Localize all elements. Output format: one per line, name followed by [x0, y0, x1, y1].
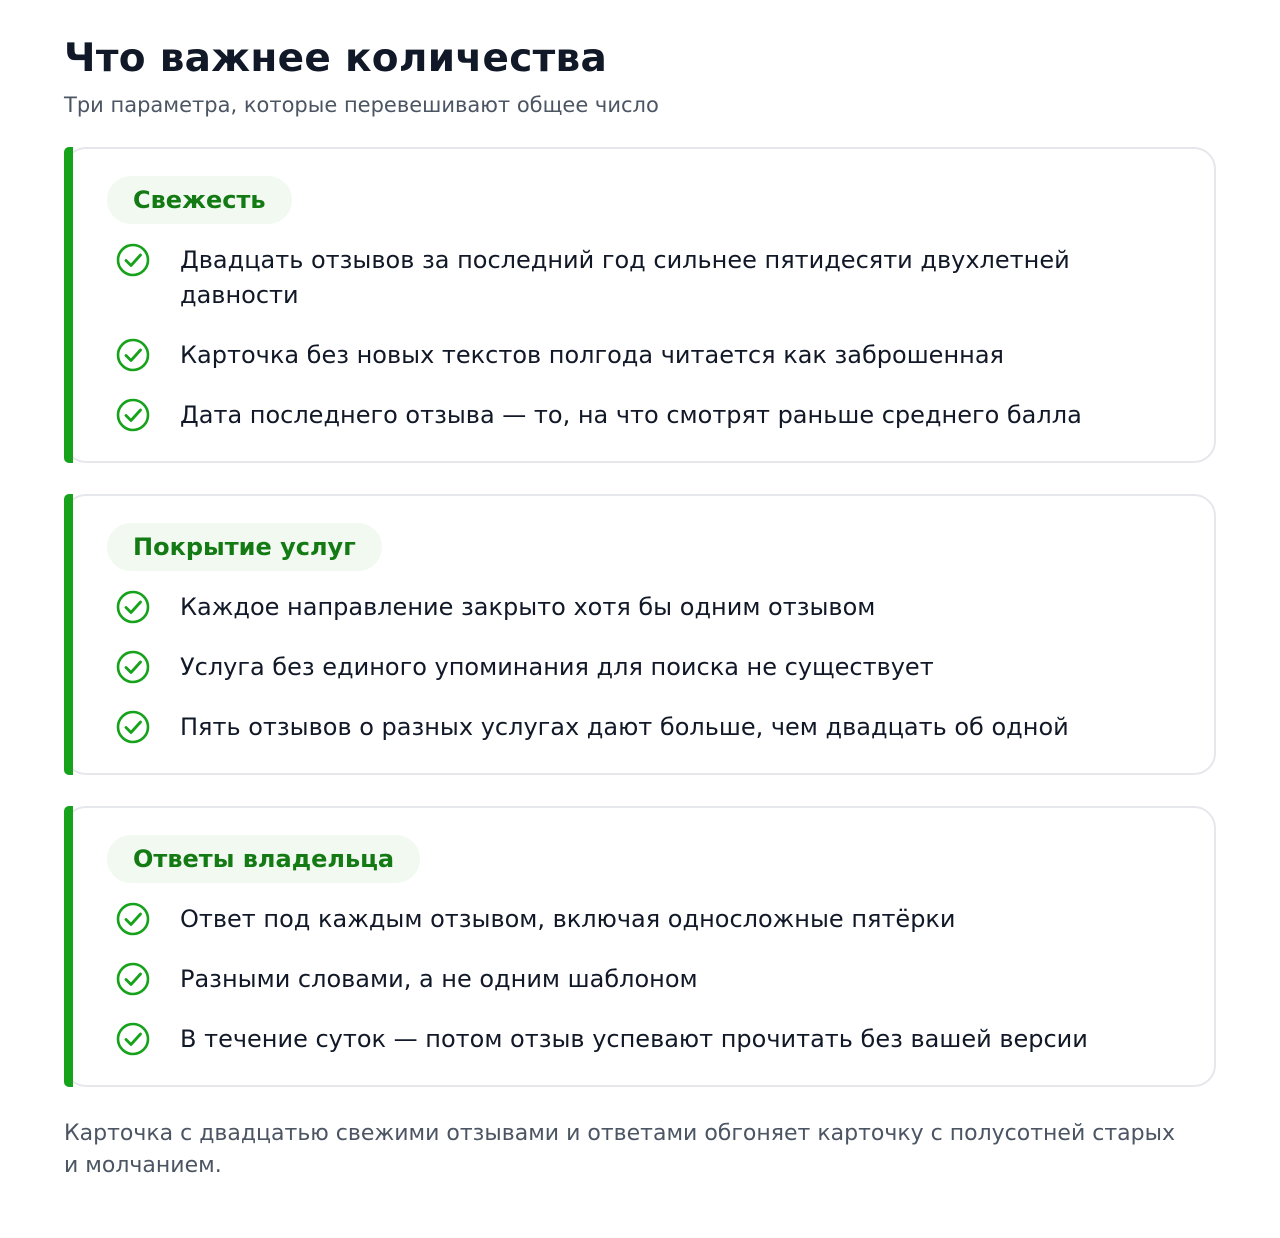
list-item-text: Разными словами, а не одним шаблоном: [180, 965, 698, 993]
list-item-text: В течение суток — потом отзыв успевают прочитать без вашей версии: [180, 1025, 1088, 1053]
list-item-text: Дата последнего отзыва — то, на что смотрят раньше среднего балла: [180, 401, 1082, 429]
list-item-text: Двадцать отзывов за последний год сильнее пятидесяти двухлетней давности: [180, 246, 1070, 309]
page-subtitle: Три параметра, которые перевешивают общее число: [64, 93, 659, 117]
check-circle-icon: [116, 338, 150, 372]
card-accent-bar: [64, 806, 73, 1087]
check-circle-icon: [116, 590, 150, 624]
card-title-badge: Свежесть: [107, 176, 292, 224]
card-items: [107, 243, 1174, 433]
list-item: [107, 1022, 1174, 1057]
list-item-text: Каждое направление закрыто хотя бы одним отзывом: [180, 593, 876, 621]
page-title: Что важнее количества: [64, 36, 608, 81]
footer-note: Карточка с двадцатью свежими отзывами и ответами обгоняет карточку с полусотней старых и молчанием.: [64, 1121, 1175, 1178]
card-freshness: [64, 147, 1216, 463]
check-circle-icon: [116, 243, 150, 277]
check-circle-icon: [116, 902, 150, 936]
check-circle-icon: [116, 650, 150, 684]
list-item: [107, 590, 1174, 625]
card-owner-replies: [64, 806, 1216, 1087]
card-accent-bar: [64, 494, 73, 775]
list-item: [107, 962, 1174, 997]
card-items: [107, 590, 1174, 745]
cards-list: [64, 147, 1216, 1087]
list-item-text: Пять отзывов о разных услугах дают больше, чем двадцать об одной: [180, 713, 1069, 741]
check-circle-icon: [116, 710, 150, 744]
list-item-text: Карточка без новых текстов полгода читается как заброшенная: [180, 341, 1004, 369]
list-item-text: Услуга без единого упоминания для поиска не существует: [180, 653, 934, 681]
list-item-text: Ответ под каждым отзывом, включая односложные пятёрки: [180, 905, 956, 933]
check-circle-icon: [116, 1022, 150, 1056]
list-item: [107, 710, 1174, 745]
card-title-badge: Покрытие услуг: [107, 523, 382, 571]
list-item: [107, 338, 1174, 373]
card-service-coverage: [64, 494, 1216, 775]
list-item: [107, 243, 1174, 313]
card-accent-bar: [64, 147, 73, 463]
card-items: [107, 902, 1174, 1057]
check-circle-icon: [116, 398, 150, 432]
list-item: [107, 398, 1174, 433]
list-item: [107, 902, 1174, 937]
card-title-badge: Ответы владельца: [107, 835, 420, 883]
list-item: [107, 650, 1174, 685]
check-circle-icon: [116, 962, 150, 996]
